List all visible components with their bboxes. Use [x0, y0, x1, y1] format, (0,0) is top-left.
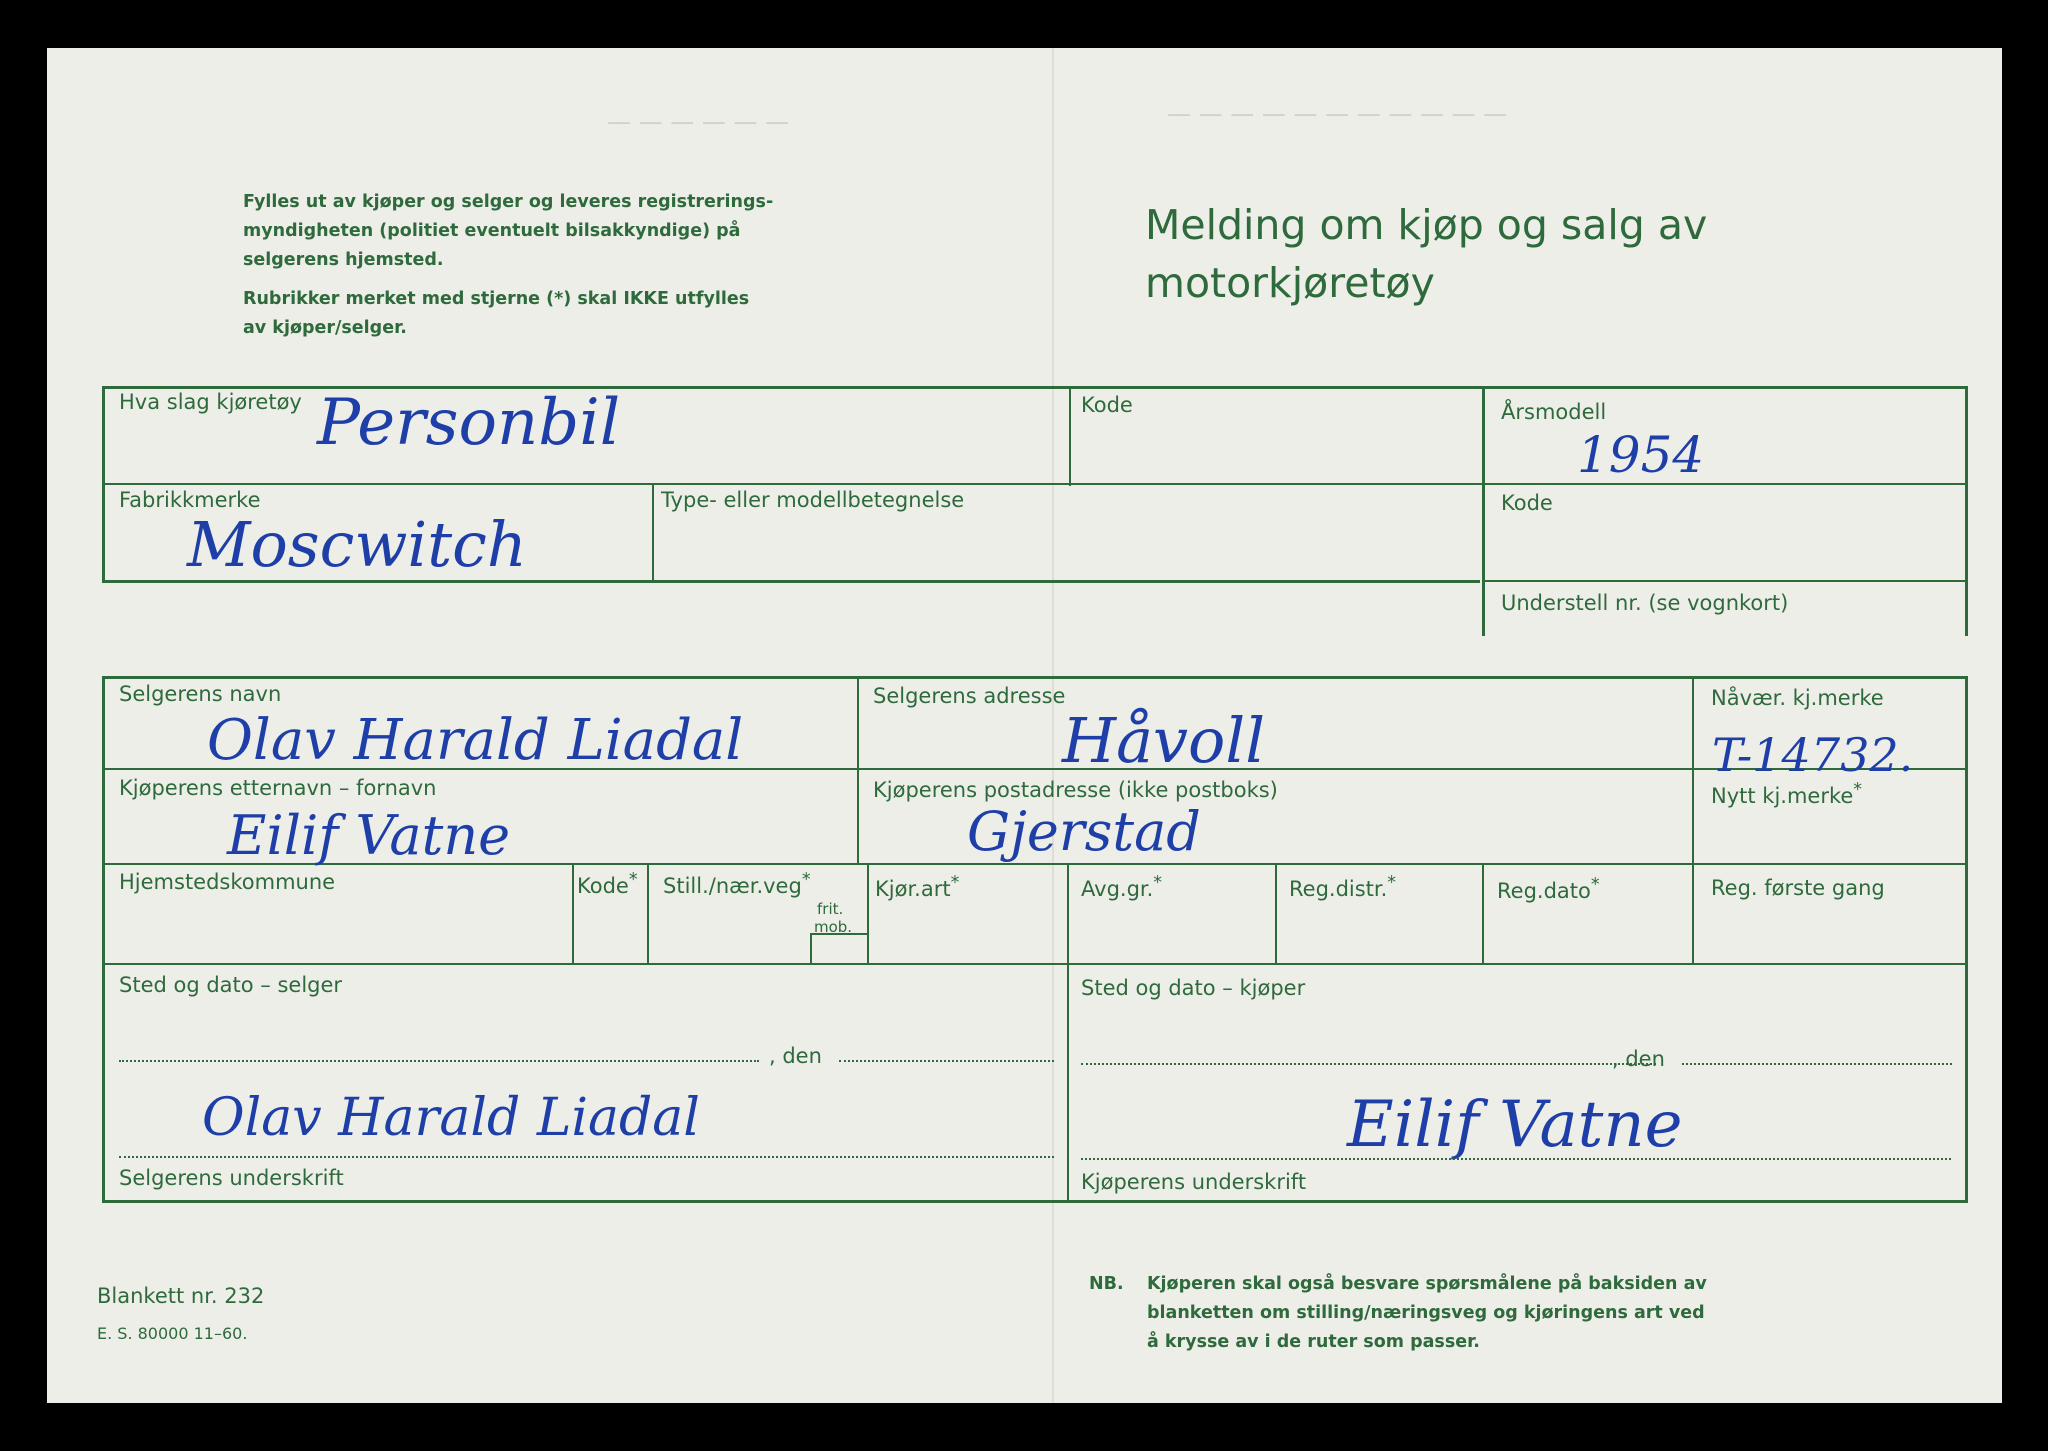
form-title — [1145, 196, 1707, 312]
back-side-bleed: — — — — — — — — — — — — [1167, 100, 1508, 128]
new-reg-label — [1711, 780, 1862, 808]
kode-label: Kode — [1081, 393, 1133, 417]
buyer-name-value: Eilif Vatne — [227, 804, 511, 867]
occupation-text: Still./nær.veg — [663, 874, 802, 898]
star-mark: * — [628, 870, 638, 890]
avg-text: Avg.gr. — [1081, 877, 1154, 901]
seller-address-value: Håvoll — [1062, 704, 1266, 777]
buyer-address-value: Gjerstad — [967, 800, 1201, 863]
title-line: Melding om kjøp og salg av — [1145, 201, 1708, 249]
instruction-line: Fylles ut av kjøper og selger og leveres registrerings- — [243, 192, 774, 212]
mob-label: mob. — [814, 918, 853, 936]
note-line: Kjøperen skal også besvare spørsmålene på baksiden av — [1147, 1274, 1707, 1294]
seller-signature: Olav Harald Liadal — [202, 1088, 700, 1148]
buyer-sign-label: Kjøperens underskrift — [1081, 1170, 1307, 1194]
new-reg-text: Nytt kj.merke — [1711, 784, 1854, 808]
seller-name-value: Olav Harald Liadal — [207, 708, 744, 773]
instruction-line: selgerens hjemsted. — [243, 250, 444, 270]
seller-place-line — [119, 1060, 759, 1062]
instruction-line: av kjøper/selger. — [243, 318, 407, 338]
make-label: Fabrikkmerke — [119, 488, 261, 512]
form-sheet — [47, 48, 2002, 1403]
form-number: Blankett nr. 232 — [97, 1284, 265, 1308]
chassis-label: Understell nr. (se vognkort) — [1501, 591, 1789, 615]
municipality-label: Hjemstedskommune — [119, 870, 336, 894]
star-mark: * — [1387, 873, 1397, 893]
buyer-name-label: Kjøperens etternavn – fornavn — [119, 776, 437, 800]
star-mark: * — [1153, 873, 1163, 893]
vehicle-type-value: Personbil — [317, 386, 621, 460]
back-side-bleed-2: — — — — — — — [607, 108, 790, 136]
star-mark: * — [801, 870, 811, 890]
model-label: Type- eller modellbetegnelse — [661, 488, 965, 512]
make-value: Moscwitch — [187, 508, 527, 581]
instructions — [243, 188, 773, 343]
buyer-date-line — [1682, 1063, 1952, 1065]
current-reg-label: Nåvær. kj.merke — [1711, 686, 1884, 710]
kjor-label — [875, 873, 959, 901]
buyer-signature: Eilif Vatne — [1347, 1088, 1683, 1162]
buyer-note — [1147, 1270, 1707, 1357]
buyer-place-line — [1081, 1063, 1656, 1065]
buyer-place-label: Sted og dato – kjøper — [1081, 976, 1306, 1000]
current-reg-value: T-14732. — [1712, 728, 1914, 782]
seller-sign-label: Selgerens underskrift — [119, 1166, 344, 1190]
star-mark: * — [1590, 875, 1600, 895]
buyer-address-label: Kjøperens postadresse (ikke postboks) — [873, 778, 1278, 802]
seller-place-label: Sted og dato – selger — [119, 973, 343, 997]
seller-name-label: Selgerens navn — [119, 682, 282, 706]
registry-kode-label — [577, 870, 638, 898]
title-line: motorkjøretøy — [1145, 259, 1435, 307]
kjor-text: Kjør.art — [875, 877, 951, 901]
reg-date-label — [1497, 875, 1600, 903]
instruction-line: myndigheten (politiet eventuelt bilsakkyndige) på — [243, 221, 741, 241]
distr-text: Reg.distr. — [1289, 877, 1388, 901]
seller-den: , den — [769, 1044, 822, 1068]
instruction-line: Rubrikker merket med stjerne (*) skal IKKE utfylles — [243, 289, 750, 309]
note-line: å krysse av i de ruter som passer. — [1147, 1332, 1480, 1352]
year-model-value: 1954 — [1577, 426, 1705, 484]
dato-text: Reg.dato — [1497, 879, 1591, 903]
buyer-sign-line — [1081, 1158, 1951, 1160]
occupation-label — [663, 870, 811, 898]
print-code: E. S. 80000 11–60. — [97, 1324, 248, 1343]
kode-label-2: Kode — [1501, 491, 1553, 515]
seller-date-line — [839, 1060, 1054, 1062]
avg-label — [1081, 873, 1162, 901]
seller-address-label: Selgerens adresse — [873, 684, 1066, 708]
vehicle-type-label: Hva slag kjøretøy — [119, 390, 302, 414]
seller-sign-line — [119, 1156, 1054, 1158]
year-model-label: Årsmodell — [1501, 400, 1607, 424]
frit-label: frit. — [817, 900, 844, 918]
first-reg-label: Reg. første gang — [1711, 876, 1885, 900]
note-line: blanketten om stilling/næringsveg og kjøringens art ved — [1147, 1303, 1705, 1323]
star-mark: * — [950, 873, 960, 893]
nb-label: NB. — [1089, 1274, 1124, 1294]
kode-text: Kode — [577, 874, 629, 898]
buyer-den: , den — [1612, 1047, 1665, 1071]
star-mark: * — [1853, 780, 1863, 800]
distr-label — [1289, 873, 1396, 901]
